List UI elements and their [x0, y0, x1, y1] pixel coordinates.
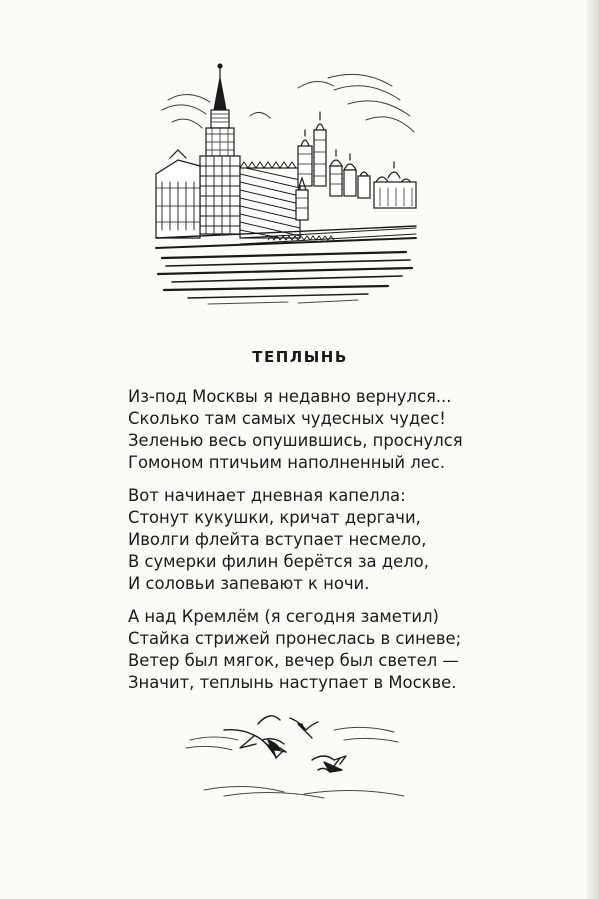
poem-line: И соловьи запевают к ночи.: [128, 574, 370, 593]
stanza-1: [128, 386, 463, 474]
poem-line: Значит, теплынь наступает в Москве.: [128, 673, 457, 692]
poem-title: ТЕПЛЫНЬ: [252, 348, 348, 366]
poem-line: Зеленью весь опушившись, проснулся: [128, 431, 463, 450]
poem-line: Вот начинает дневная капелла:: [128, 486, 406, 505]
poem-line: Из-под Москвы я недавно вернулся...: [128, 387, 452, 406]
poem-line: Ветер был мягок, вечер был светел —: [128, 651, 459, 670]
poem-line: Иволги флейта вступает несмело,: [128, 530, 427, 549]
stanza-2: [128, 485, 429, 595]
page-fold-shadow: [586, 0, 600, 899]
poem-line: Стайка стрижей пронеслась в синеве;: [128, 629, 462, 648]
kremlin-illustration: [148, 58, 420, 308]
poem-line: Сколько там самых чудесных чудес!: [128, 409, 446, 428]
swifts-illustration: [184, 700, 409, 800]
stanza-3: [128, 606, 461, 694]
poem-line: Стонут кукушки, кричат дергачи,: [128, 508, 421, 527]
poem-line: Гомоном птичьим наполненный лес.: [128, 453, 446, 472]
poem-line: А над Кремлём (я сегодня заметил): [128, 607, 439, 626]
poem-line: В сумерки филин берётся за дело,: [128, 552, 429, 571]
